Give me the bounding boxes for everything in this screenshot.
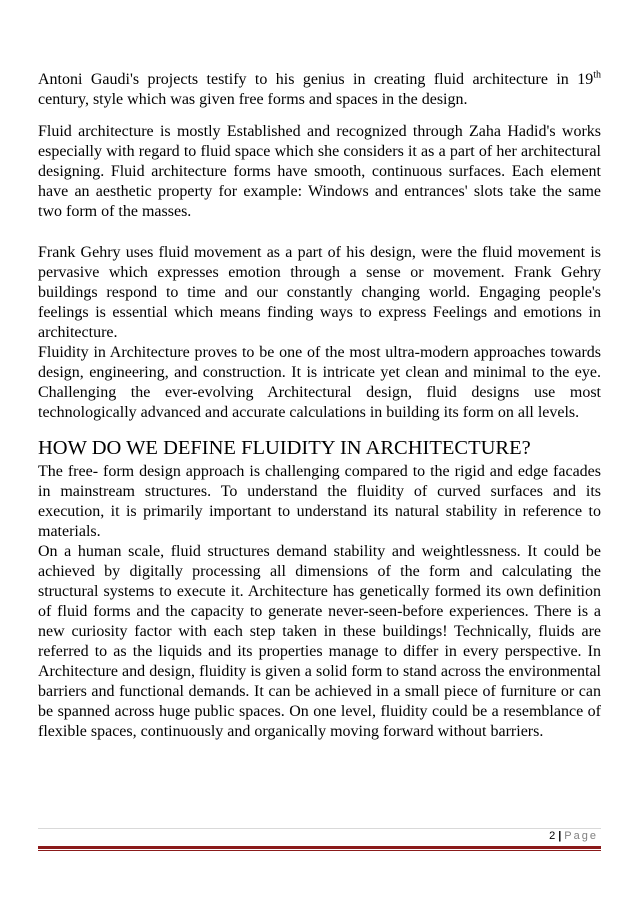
section-heading: HOW DO WE DEFINE FLUIDITY IN ARCHITECTURE?: [38, 437, 531, 459]
page-label: Page: [564, 830, 598, 842]
document-body: [38, 70, 601, 742]
footer-rule-thin: [38, 850, 601, 851]
paragraph-free-form: The free- form design approach is challenging compared to the rigid and edge facades in mainstream structures. To understand the fluidity of curved surfaces and its execution, it is primarily important to understand its natural stability in reference to materials.: [38, 463, 601, 540]
paragraph-gaudi: [38, 70, 601, 110]
paragraph-human-scale: On a human scale, fluid structures demand stability and weightlessness. It could be achieved by digitally processing all dimensions of the form and calculating the structural systems to execute it. Architecture has genetically formed its own definition of fluid forms and the capacity to generate never-seen-before experiences. There is a new curiosity factor with each step taken in these buildings! Technically, fluids are referred to as the liquids and its properties manage to differ in every perspective. In Architecture and design, fluidity is given a solid form to stand across the environmental barriers and functional demands. It can be achieved in a small piece of furniture or can be spanned across huge public spaces. On one level, fluidity could be a resemblance of flexible spaces, continuously and organically moving forward without barriers.: [38, 543, 601, 740]
page-separator: |: [558, 830, 562, 842]
paragraph-gaudi-text-cont: century, style which was given free forms and spaces in the design.: [38, 91, 468, 108]
paragraph-gaudi-text: Antoni Gaudi's projects testify to his genius in creating fluid architecture in 19: [38, 71, 594, 88]
footer-divider: [38, 828, 601, 829]
paragraph-fluidity: Fluidity in Architecture proves to be one of the most ultra-modern approaches towards design, engineering, and construction. It is intricate yet clean and minimal to the eye. Challenging the ever-evolving Architectural design, fluid designs use most technologically advanced and accurate calculations in building its form on all levels.: [38, 344, 601, 421]
page-number-value: 2: [549, 830, 556, 842]
paragraph-hadid: Fluid architecture is mostly Established and recognized through Zaha Hadid's works especially with regard to fluid space which she considers it as a part of her architectural designing. Fluid architecture forms have smooth, continuous surfaces. Each element have an aesthetic property for example: Windows and entrances' slots take the same two form of the masses.: [38, 123, 601, 220]
paragraph-gehry: Frank Gehry uses fluid movement as a part of his design, were the fluid movement is pervasive which expresses emotion through a sense or movement. Frank Gehry buildings respond to time and our constantly changing world. Engaging people's feelings is essential which means finding ways to express Feelings and emotions in architecture.: [38, 244, 601, 341]
superscript-th: th: [593, 69, 601, 81]
footer-rule-thick: [38, 846, 601, 849]
page-number: [549, 829, 598, 843]
